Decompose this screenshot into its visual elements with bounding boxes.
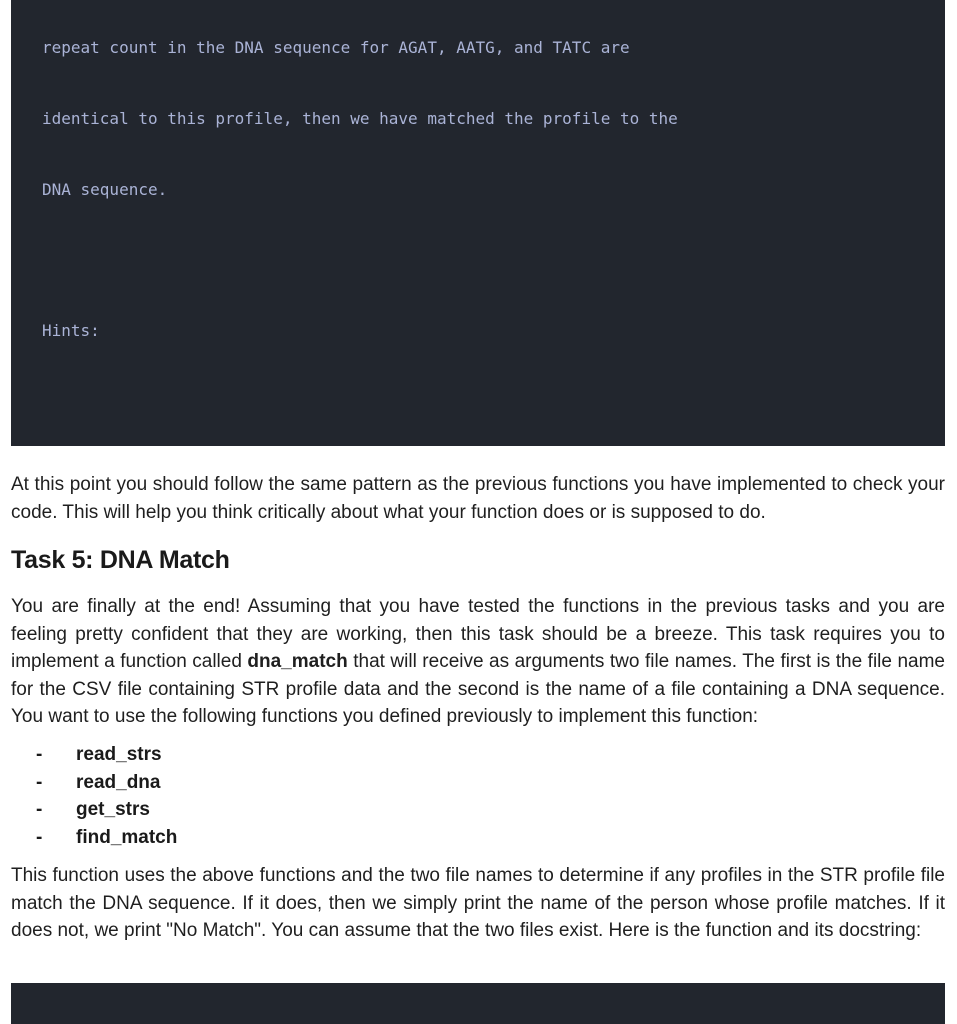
list-bullet: - — [36, 744, 43, 765]
list-item-label: read_dna — [76, 771, 161, 793]
code-block-docstring — [11, 0, 945, 446]
list-bullet: - — [36, 771, 43, 793]
code-line: Hints: — [42, 321, 100, 341]
code-blank-line — [42, 249, 945, 273]
list-item-label: find_match — [76, 826, 178, 848]
paragraph-text: that will receive as arguments two file names. The first is the file name for the CSV file containing STR profile data and the second is the name of a file containing a DNA sequence. You want to use the following functions you defined previously to implement this function: — [11, 651, 945, 727]
list-item-label: get_strs — [76, 799, 150, 820]
section-heading: Task 5: DNA Match — [11, 546, 230, 574]
list-bullet: - — [36, 826, 43, 848]
code-line: identical to this profile, then we have matched the profile to the — [42, 108, 678, 128]
list-bullet: - — [36, 799, 43, 820]
list-item-label: read_strs — [76, 744, 162, 765]
list-item — [36, 769, 177, 797]
code-blank-line — [42, 390, 945, 414]
code-line: repeat count in the DNA sequence for AGAT, AATG, and TATC are — [42, 38, 630, 58]
function-name-bold: dna_match — [247, 651, 348, 672]
paragraph-instructions: At this point you should follow the same pattern as the previous functions you have implemented to check your code. This will help you think critically about what your function does or is supposed to do. — [11, 474, 945, 523]
function-list — [36, 741, 177, 851]
paragraph-text: You are finally at the end! Assuming that you have tested the functions in the previous tasks and you are feeling pretty confident that they are working, then this task should be a breeze. This task requires you to implement a function called — [11, 596, 945, 672]
list-item — [36, 824, 177, 852]
code-block-function-def — [11, 983, 945, 1024]
list-item — [36, 741, 177, 769]
code-line: DNA sequence. — [42, 179, 168, 199]
paragraph-task-description — [11, 593, 945, 731]
list-item — [36, 796, 177, 824]
paragraph-function-purpose: This function uses the above functions and the two file names to determine if any profiles in the STR profile file match the DNA sequence. If it does, then we simply print the name of the person whose profile matches. If it does not, we print "No Match". You can assume that the two files exist. Here is the function and its docstring: — [11, 865, 945, 941]
